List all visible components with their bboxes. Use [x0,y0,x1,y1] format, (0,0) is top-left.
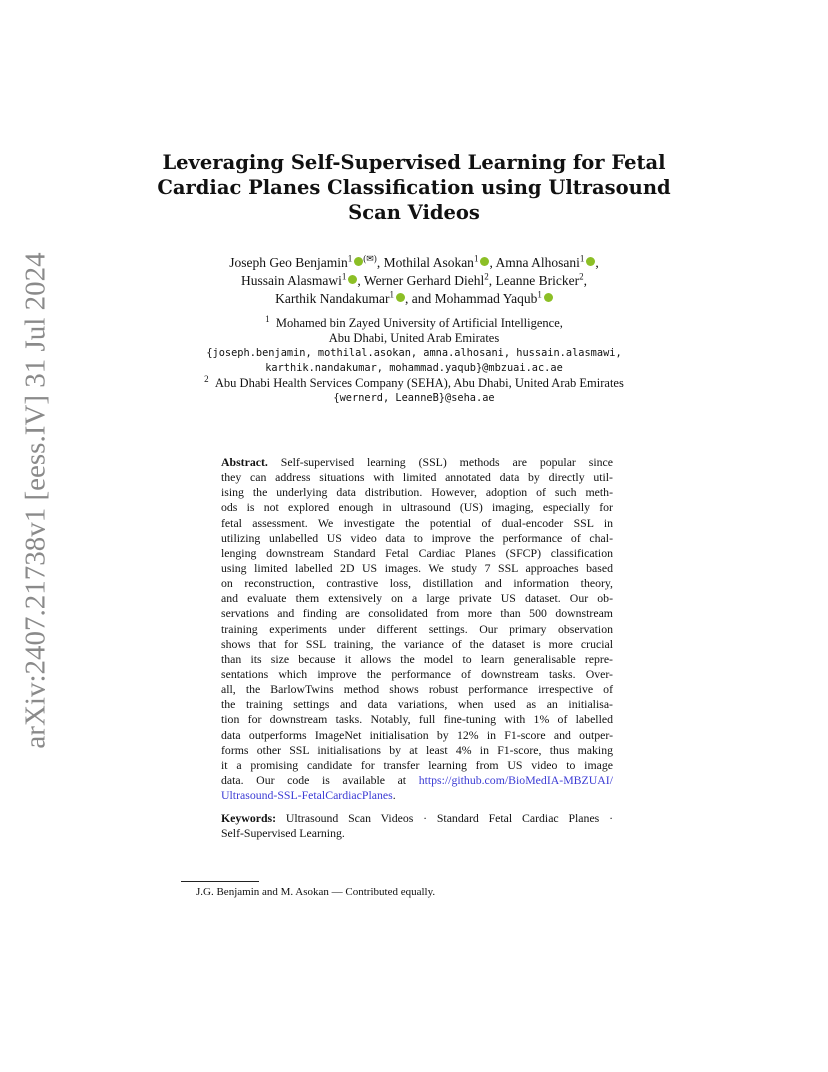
abstract-line: shows that for SSL training, the variance of the dataset is more crucial [221,636,613,651]
abstract-line: they can address situations with limited annotated data by directly util- [221,470,613,485]
abstract-line: fetal assessment. We investigate the potential of dual-encoder SSL in [221,515,613,530]
orcid-icon[interactable] [544,293,553,302]
author-line: Karthik Nandakumar$^1$ , and Mohammad Yaqub$^1$ [150,290,678,308]
abstract-line: all, the BarlowTwins method shows robust performance irrespective of [221,682,613,697]
affiliation-line: Abu Dhabi, United Arab Emirates [328,331,500,345]
orcid-icon[interactable] [396,293,405,302]
affiliation-email[interactable]: {joseph.benjamin, mothilal.asokan, amna.alhosani, hussain.alasmawi, [206,347,622,359]
author-name: Hussain Alasmawi [241,273,342,288]
abstract-line: Ultrasound-SSL-FetalCardiacPlanes. [221,788,396,803]
affiliation-email[interactable]: karthik.nandakumar, mohammad.yaqub}@mbzuai.ac.ae [265,362,563,374]
author-line: Joseph Geo Benjamin$^1$ (✉), Mothilal Asokan$^1$ , Amna Alhosani$^1$ , [229,253,599,270]
abstract-line: Abstract. Self-supervised learning (SSL) methods are popular since [221,455,613,469]
keywords [221,811,613,841]
abstract-label: Abstract. [221,455,268,469]
abstract-line: and evaluate them extensively on a large private US dataset. Our ob- [221,591,613,606]
abstract-line: the training settings and data variations, when used as an initialisa- [221,697,613,712]
arxiv-sidebar [6,251,66,749]
orcid-icon[interactable] [354,257,363,266]
abstract-line: tion for downstream tasks. Notably, full fine-tuning with 1% of labelled [221,712,613,727]
author-affil-sup: 1 [341,271,347,282]
keywords-label: Keywords: [221,811,277,825]
abstract-line: than its size because it allows the model to learn generalisable repre- [221,651,613,666]
affiliations [150,313,678,406]
abstract-line: ods is not explored enough in ultrasound (US) imaging, especially for [221,500,613,515]
author-affil-sup: 1 [347,253,353,264]
abstract-line: servations and finding are consolidated from more than 500 downstream [221,606,613,621]
arxiv-id-stamp: arXiv:2407.21738v1 [eess.IV] 31 Jul 2024 [19,251,52,749]
author-name: and Mohammad Yaqub [411,291,538,306]
keywords-line: Keywords: Ultrasound Scan Videos · Standard Fetal Cardiac Planes · [221,811,614,825]
abstract-line: it a promising candidate for transfer learning from US video to image [221,757,613,772]
author-affil-sup: 1 [473,253,479,264]
orcid-icon[interactable] [586,257,595,266]
author-line: Hussain Alasmawi$^1$ , Werner Gerhard Diehl$^2$, Leanne Bricker$^2$, [241,271,587,288]
affiliation-line: $^2$ Abu Dhabi Health Services Company (SEHA), Abu Dhabi, United Arab Emirates [204,373,624,390]
abstract-line: forms other SSL initialisations by at least 4% in F1-score, thus making [221,742,613,757]
abstract [221,455,613,803]
author-affil-sup: 1 [389,289,394,300]
abstract-line: data outperforms ImageNet initialisation by 12% in F1-score and outper- [221,727,613,742]
author-affil-sup: 2 [579,271,584,282]
abstract-line: on reconstruction, contrastive loss, distillation and information theory, [221,576,613,591]
abstract-line: data. Our code is available at https://github.com/BioMedIA-MBZUAI/ [221,772,614,787]
affiliation-email[interactable]: {wernerd, LeanneB}@seha.ae [333,392,495,404]
code-link[interactable]: Ultrasound-SSL-FetalCardiacPlanes [221,788,393,803]
title-line: Cardiac Planes Classification using Ultrasound [157,176,671,199]
affiliation-line: $^1$ Mohamed bin Zayed University of Artificial Intelligence, [265,313,563,330]
title-line: Leveraging Self-Supervised Learning for Fetal [162,151,666,174]
abstract-line: lenging downstream Standard Fetal Cardiac Planes (SFCP) classification [221,545,613,560]
keywords-line: Self-Supervised Learning. [221,826,345,841]
author-name: Mothilal Asokan [383,255,474,270]
paper-title [150,150,678,225]
abstract-line: training experiments under different settings. Our primary observation [221,621,613,636]
footnote-rule [181,881,259,882]
author-affil-sup: 1 [579,253,585,264]
abstract-line: ising the underlying data distribution. However, adoption of such meth- [221,485,613,500]
mail-icon[interactable]: (✉) [363,253,377,264]
author-affil-sup: 1 [537,289,542,300]
author-name: Karthik Nandakumar [275,291,390,306]
author-list [150,254,678,308]
author-name: Werner Gerhard Diehl [363,273,485,288]
title-line: Scan Videos [348,201,480,224]
author-affil-sup: 2 [484,271,489,282]
author-name: Amna Alhosani [495,255,580,270]
code-link[interactable]: https://github.com/BioMedIA-MBZUAI/ [418,772,614,787]
abstract-line: sentations which improve the performance of downstream tasks. Over- [221,666,613,681]
footnote: J.G. Benjamin and M. Asokan — Contributed equally. [196,886,436,898]
abstract-line: utilizing unlabelled US video data to improve the performance of chal- [221,530,613,545]
author-name: Leanne Bricker [495,273,580,288]
author-name: Joseph Geo Benjamin [229,255,348,270]
abstract-line: using limited labelled 2D US images. We study 7 SSL approaches based [221,560,613,575]
